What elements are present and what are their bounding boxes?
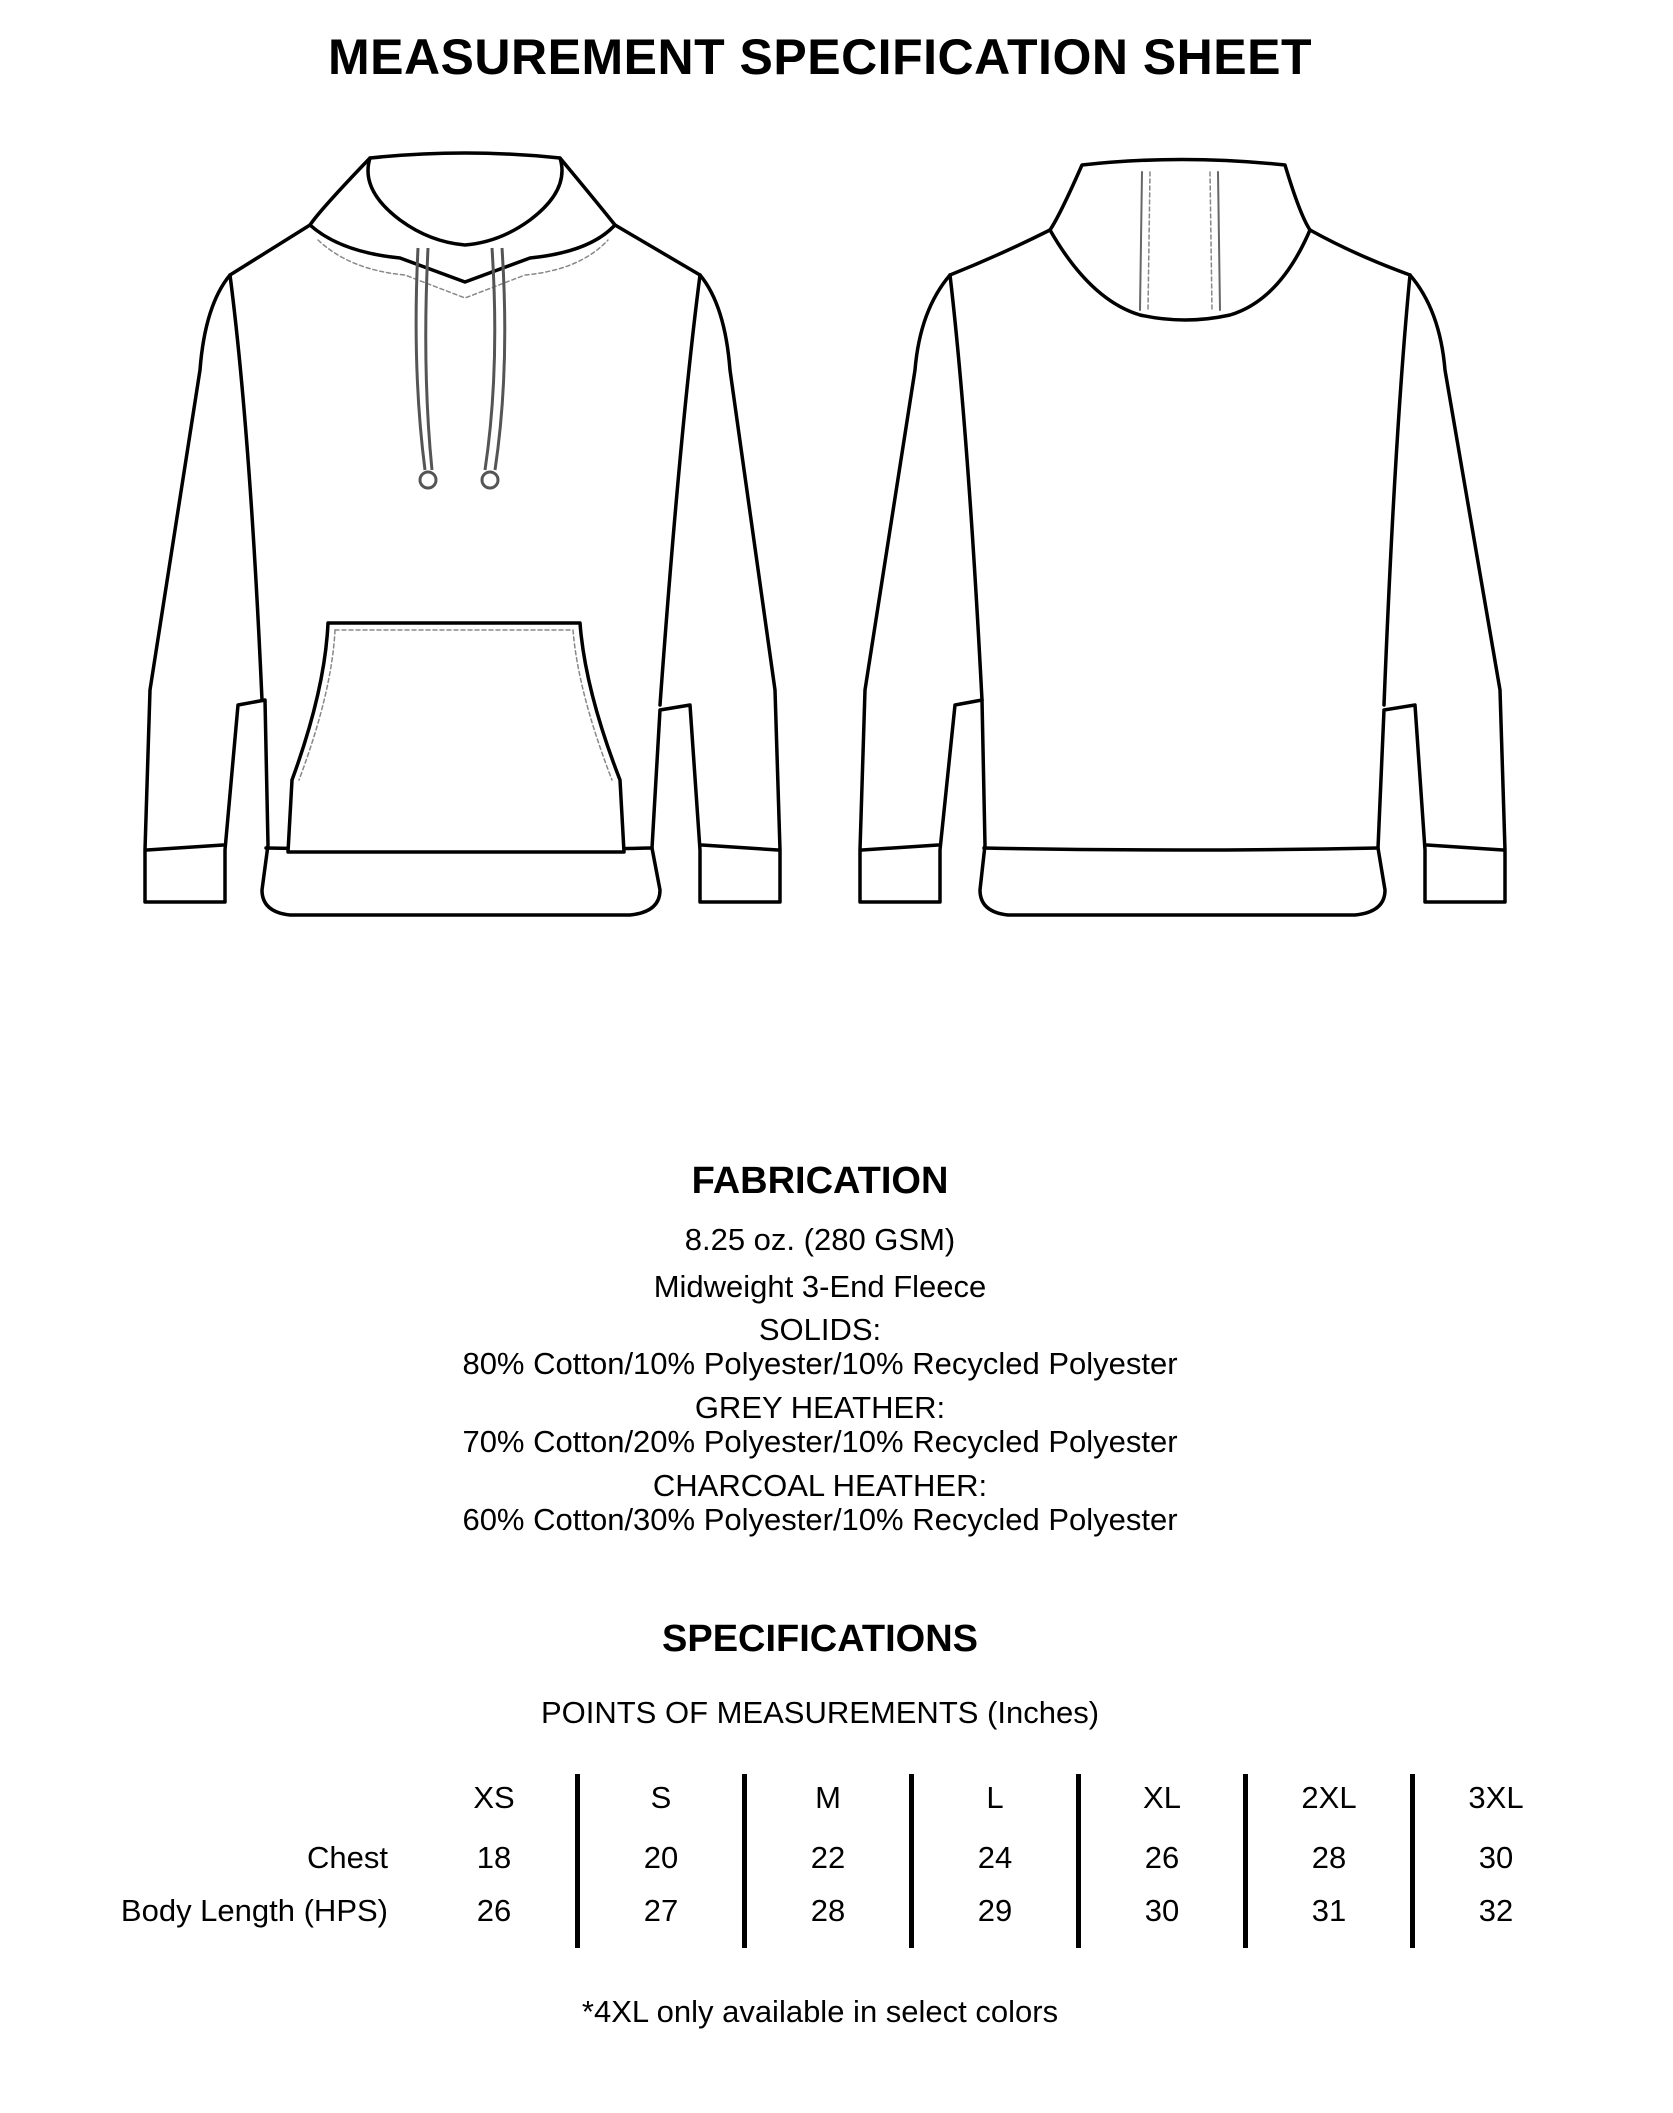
column-divider <box>1076 1774 1081 1948</box>
points-of-measurement: POINTS OF MEASUREMENTS (Inches) <box>540 1695 1100 1730</box>
size-header: S <box>650 1780 672 1815</box>
grey-heather-composition: 70% Cotton/20% Polyester/10% Recycled Polyester <box>462 1424 1178 1459</box>
table-cell: 28 <box>810 1893 846 1928</box>
table-cell: 26 <box>1144 1840 1180 1875</box>
size-header: M <box>815 1780 841 1815</box>
availability-note: *4XL only available in select colors <box>581 1994 1059 2029</box>
page-title: MEASUREMENT SPECIFICATION SHEET <box>327 29 1313 85</box>
hoodie-front-view <box>145 153 780 915</box>
table-cell: 24 <box>977 1840 1013 1875</box>
specifications-heading: SPECIFICATIONS <box>662 1618 978 1660</box>
table-cell: 22 <box>810 1840 846 1875</box>
column-divider <box>909 1774 914 1948</box>
grey-heather-label: GREY HEATHER: <box>694 1390 946 1425</box>
column-divider <box>575 1774 580 1948</box>
row-label-body-length: Body Length (HPS) <box>120 1893 388 1928</box>
column-divider <box>1243 1774 1248 1948</box>
column-divider <box>1410 1774 1415 1948</box>
table-cell: 29 <box>977 1893 1013 1928</box>
table-cell: 32 <box>1478 1893 1514 1928</box>
hoodie-drawings <box>0 130 1673 950</box>
size-header: 2XL <box>1301 1780 1357 1815</box>
size-header: XS <box>473 1780 515 1815</box>
fabric-type: Midweight 3-End Fleece <box>653 1269 987 1304</box>
size-header: 3XL <box>1468 1780 1524 1815</box>
table-cell: 30 <box>1144 1893 1180 1928</box>
table-cell: 18 <box>476 1840 512 1875</box>
table-cell: 20 <box>643 1840 679 1875</box>
table-cell: 31 <box>1311 1893 1347 1928</box>
table-cell: 26 <box>476 1893 512 1928</box>
row-label-chest: Chest <box>307 1840 388 1875</box>
table-cell: 30 <box>1478 1840 1514 1875</box>
solids-composition: 80% Cotton/10% Polyester/10% Recycled Polyester <box>462 1346 1178 1381</box>
hoodie-back-view <box>860 160 1505 916</box>
fabric-weight: 8.25 oz. (280 GSM) <box>684 1222 956 1257</box>
column-divider <box>742 1774 747 1948</box>
size-header: XL <box>1143 1780 1181 1815</box>
solids-label: SOLIDS: <box>758 1312 882 1347</box>
charcoal-heather-composition: 60% Cotton/30% Polyester/10% Recycled Polyester <box>462 1502 1178 1537</box>
fabrication-heading: FABRICATION <box>691 1160 949 1202</box>
table-cell: 27 <box>643 1893 679 1928</box>
table-cell: 28 <box>1311 1840 1347 1875</box>
size-header: L <box>986 1780 1004 1815</box>
charcoal-heather-label: CHARCOAL HEATHER: <box>652 1468 988 1503</box>
